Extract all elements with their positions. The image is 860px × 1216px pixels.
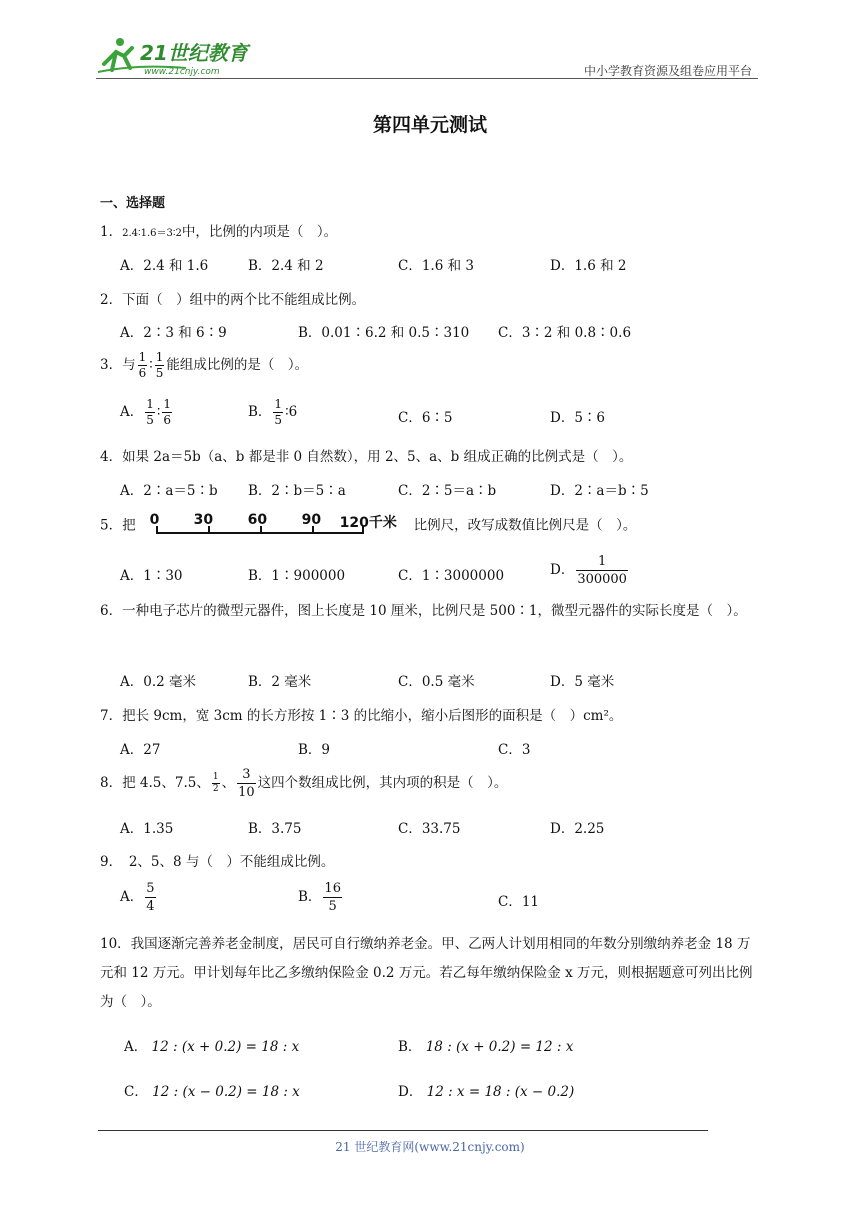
question-2: 2．下面（ ）组中的两个比不能组成比例。 <box>100 292 366 308</box>
q4-option-a[interactable]: A．2∶a＝5∶b <box>120 483 218 499</box>
question-5: 5．把 0 30 60 90 120千米 比例尺，改写成数值比例尺是（ ）。 <box>100 512 636 540</box>
q5-option-b[interactable]: B．1∶900000 <box>248 568 346 584</box>
q3-option-a[interactable]: A． $\frac{1}{5}$ ∶ $\frac{1}{6}$ <box>120 397 172 427</box>
q10-option-c[interactable]: C． 12 : (x − 0.2) = 18 : x <box>124 1084 300 1100</box>
footer-link[interactable]: 21 世纪教育网(www.21cnjy.com) <box>335 1140 525 1154</box>
q2-option-b[interactable]: B．0.01∶6.2 和 0.5∶310 <box>298 325 470 341</box>
q6-option-a[interactable]: A．0.2 毫米 <box>120 674 197 690</box>
q8-fraction-1: $\frac{1}{2}$ <box>212 772 219 794</box>
question-4: 4．如果 2a＝5b（a、b 都是非 0 自然数），用 2、5、a、b 组成正确的比例式是（ ）。 <box>100 449 633 465</box>
q4-option-b[interactable]: B．2∶b＝5∶a <box>248 483 346 499</box>
q5-option-a[interactable]: A．1∶30 <box>120 568 183 584</box>
q2-option-c[interactable]: C．3∶2 和 0.8∶0.6 <box>498 325 632 341</box>
q5-option-d[interactable]: D． $\frac{1}{300000}$ <box>550 554 627 587</box>
q1-option-d[interactable]: D．1.6 和 2 <box>550 258 627 274</box>
q8-option-a[interactable]: A．1.35 <box>120 821 174 837</box>
header-divider <box>96 78 758 79</box>
question-9: 9． 2、5、8 与（ ）不能组成比例。 <box>100 854 335 870</box>
q3-fraction-1: $\frac{1}{6}$ <box>138 350 147 380</box>
q8-option-c[interactable]: C．33.75 <box>398 821 461 837</box>
logo-url: www.21cnjy.com <box>144 67 220 77</box>
q10-option-a[interactable]: A． 12 : (x + 0.2) = 18 : x <box>124 1039 300 1055</box>
q6-option-b[interactable]: B．2 毫米 <box>248 674 312 690</box>
q10-option-d[interactable]: D． 12 : x = 18 : (x − 0.2) <box>398 1084 575 1100</box>
page-header <box>96 30 758 82</box>
q1-option-a[interactable]: A．2.4 和 1.6 <box>120 258 209 274</box>
footer-divider <box>98 1130 708 1131</box>
q3-option-b[interactable]: B． $\frac{1}{5}$ ∶6 <box>248 397 298 427</box>
q4-option-d[interactable]: D．2∶a＝b∶5 <box>550 483 649 499</box>
question-1: 1．2.4∶1.6＝3∶2中，比例的内项是（ ）。 <box>100 224 338 240</box>
logo-text: 21世纪教育 <box>140 41 248 65</box>
q6-option-c[interactable]: C．0.5 毫米 <box>398 674 475 690</box>
q4-option-c[interactable]: C．2∶5＝a∶b <box>398 483 497 499</box>
q8-fraction-2: $\frac{3}{10}$ <box>238 767 255 800</box>
line-scale-bar: 0 30 60 90 120千米 <box>150 512 400 540</box>
q1-expression: 2.4∶1.6＝3∶2 <box>122 228 182 239</box>
q1-option-c[interactable]: C．1.6 和 3 <box>398 258 474 274</box>
q8-option-d[interactable]: D．2.25 <box>550 821 605 837</box>
q10-option-b[interactable]: B． 18 : (x + 0.2) = 12 : x <box>398 1039 574 1055</box>
question-8: 8．把 4.5、7.5、 $\frac{1}{2}$ 、 $\frac{3}{10}$ 这四个数组成比例，其内项的积是（ ）。 <box>100 767 508 800</box>
question-3: 3．与 $\frac{1}{6}$ ∶ $\frac{1}{5}$ 能组成比例的是（ ）。 <box>100 350 309 380</box>
q2-option-a[interactable]: A．2∶3 和 6∶9 <box>120 325 227 341</box>
q7-option-b[interactable]: B．9 <box>298 742 331 758</box>
q9-option-c[interactable]: C．11 <box>498 894 540 910</box>
q3-fraction-2: $\frac{1}{5}$ <box>155 350 164 380</box>
header-platform-text: 中小学教育资源及组卷应用平台 <box>583 64 752 78</box>
q3-option-c[interactable]: C．6∶5 <box>398 410 453 426</box>
q9-option-a[interactable]: A． $\frac{5}{4}$ <box>120 881 155 914</box>
q3-option-d[interactable]: D．5∶6 <box>550 410 606 426</box>
question-7: 7．把长 9cm，宽 3cm 的长方形按 1∶3 的比缩小，缩小后图形的面积是（ ）cm²。 <box>100 708 623 724</box>
q6-option-d[interactable]: D．5 毫米 <box>550 674 615 690</box>
section-heading: 一、选择题 <box>100 196 166 211</box>
page-title: 第四单元测试 <box>372 114 487 136</box>
q9-option-b[interactable]: B． $\frac{16}{5}$ <box>298 881 341 914</box>
logo-icon <box>96 34 266 78</box>
q7-option-c[interactable]: C．3 <box>498 742 531 758</box>
q5-option-c[interactable]: C．1∶3000000 <box>398 568 505 584</box>
q1-option-b[interactable]: B．2.4 和 2 <box>248 258 324 274</box>
q7-option-a[interactable]: A．27 <box>120 742 161 758</box>
q8-option-b[interactable]: B．3.75 <box>248 821 302 837</box>
question-10: 10．我国逐渐完善养老金制度，居民可自行缴纳养老金。甲、乙两人计划用相同的年数分别缴纳养老金 18 万元和 12 万元。甲计划每年比乙多缴纳保险金 0.2 万元。若乙每年缴纳保险金 x 万元，则根据题意可列出比例为（ ）。 <box>100 936 753 1010</box>
question-6: 6．一种电子芯片的微型元器件，图上长度是 10 厘米，比例尺是 500∶1，微型元器件的实际长度是（ ）。 <box>100 603 747 619</box>
